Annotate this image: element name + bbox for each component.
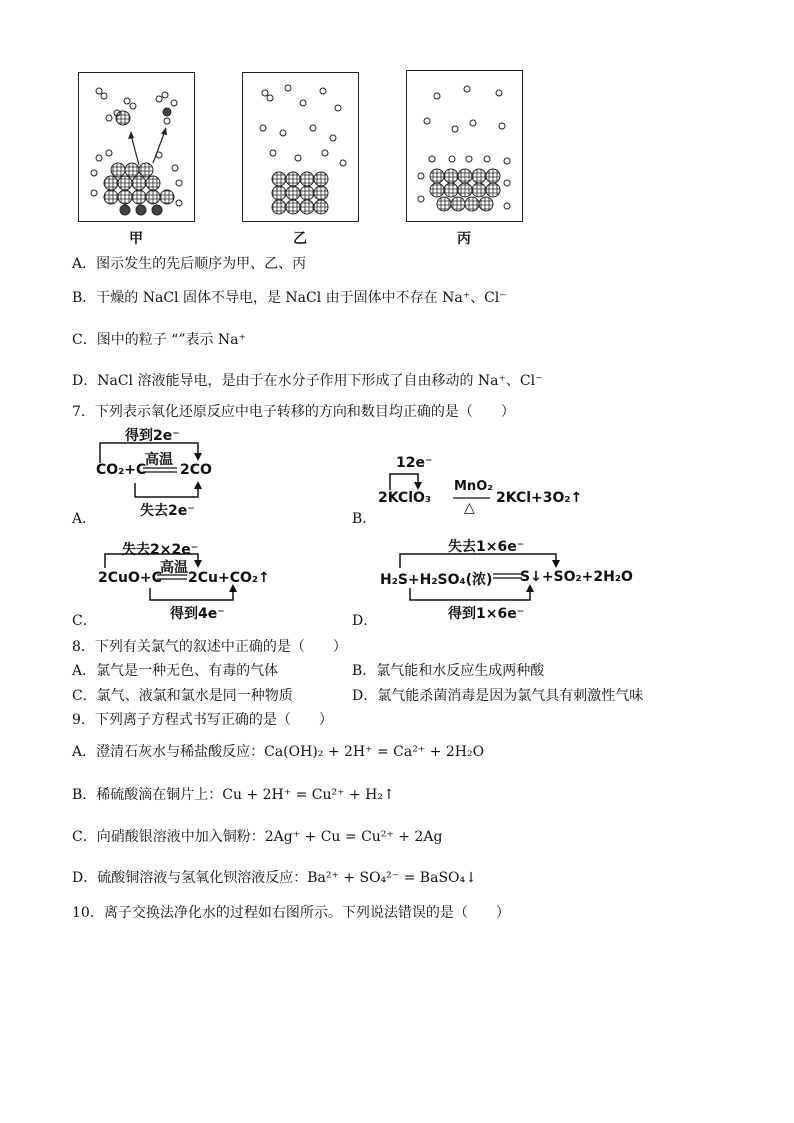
q7-a-top-label: 得到2e⁻ <box>125 428 180 444</box>
q6-option-c: C．图中的粒子 “”表示 Na⁺ <box>72 332 246 348</box>
bing-diagram <box>407 71 522 221</box>
q9-option-d: D．硫酸铜溶液与氢氧化钡溶液反应：Ba²⁺ + SO₄²⁻ = BaSO₄↓ <box>72 870 477 886</box>
q8-option-c: C．氯气、液氯和氯水是同一种物质 <box>72 688 293 704</box>
q7-a-bottom-label: 失去2e⁻ <box>140 503 195 519</box>
q7-c-bottom-label: 得到4e⁻ <box>170 606 225 622</box>
q7-d-bottom-label: 得到1×6e⁻ <box>448 606 525 622</box>
q9-stem: 9．下列离子方程式书写正确的是（ ） <box>72 712 333 728</box>
q7-c-left: 2CuO+C <box>98 570 162 586</box>
figure-panel-jia <box>78 72 195 222</box>
q8-option-a: A．氯气是一种无色、有毒的气体 <box>72 663 279 679</box>
caption-jia: 甲 <box>129 231 143 247</box>
q9-option-c: C．向硝酸银溶液中加入铜粉：2Ag⁺ + Cu = Cu²⁺ + 2Ag <box>72 829 443 845</box>
q7-d-top-label: 失去1×6e⁻ <box>448 539 525 555</box>
q7-b-right: 2KCl+3O₂↑ <box>496 490 583 506</box>
q7-stem: 7．下列表示氧化还原反应中电子转移的方向和数目均正确的是（ ） <box>72 404 515 420</box>
q7-option-a-letter: A． <box>72 511 97 527</box>
q8-option-d: D．氯气能杀菌消毒是因为氯气具有刺激性气味 <box>352 688 644 704</box>
q7-d-right: S↓+SO₂+2H₂O <box>520 569 633 585</box>
q7-c-condition: 高温 <box>160 560 188 576</box>
q7-a-right: 2CO <box>180 462 212 478</box>
q7-a-left: CO₂+C <box>96 462 147 478</box>
q6-option-b: B．干燥的 NaCl 固体不导电，是 NaCl 由于固体中不存在 Na⁺、Cl⁻ <box>72 290 507 306</box>
jia-diagram <box>79 73 194 221</box>
figure-panel-yi <box>242 72 359 222</box>
q10-stem: 10．离子交换法净化水的过程如右图所示。下列说法错误的是（ ） <box>72 905 510 921</box>
q7-option-d-letter: D． <box>352 613 378 629</box>
figure-panel-bing <box>406 70 523 222</box>
q7-b-top-label: 12e⁻ <box>396 455 433 471</box>
q7-c-right: 2Cu+CO₂↑ <box>188 570 270 586</box>
caption-bing: 丙 <box>457 231 471 247</box>
q8-option-b: B．氯气能和水反应生成两种酸 <box>352 663 545 679</box>
q7-c-top-label: 失去2×2e⁻ <box>122 542 199 558</box>
q7-b-heat: △ <box>464 500 475 516</box>
q8-stem: 8．下列有关氯气的叙述中正确的是（ ） <box>72 639 347 655</box>
q9-option-a: A．澄清石灰水与稀盐酸反应：Ca(OH)₂ + 2H⁺ = Ca²⁺ + 2H₂O <box>72 744 485 760</box>
q7-a-condition: 高温 <box>145 452 173 468</box>
q6-option-d: D．NaCl 溶液能导电，是由于在水分子作用下形成了自由移动的 Na⁺、Cl⁻ <box>72 373 543 389</box>
caption-yi: 乙 <box>293 231 307 247</box>
q7-b-left: 2KClO₃ <box>378 490 432 506</box>
q7-b-catalyst: MnO₂ <box>454 479 493 494</box>
q7-option-b-letter: B． <box>352 511 377 527</box>
q7-d-left: H₂S+H₂SO₄(浓) <box>380 572 493 588</box>
yi-diagram <box>243 73 358 221</box>
q6-option-a: A．图示发生的先后顺序为甲、乙、丙 <box>72 256 307 272</box>
q7-option-c-letter: C． <box>72 613 97 629</box>
q9-option-b: B．稀硫酸滴在铜片上：Cu + 2H⁺ = Cu²⁺ + H₂↑ <box>72 787 395 803</box>
